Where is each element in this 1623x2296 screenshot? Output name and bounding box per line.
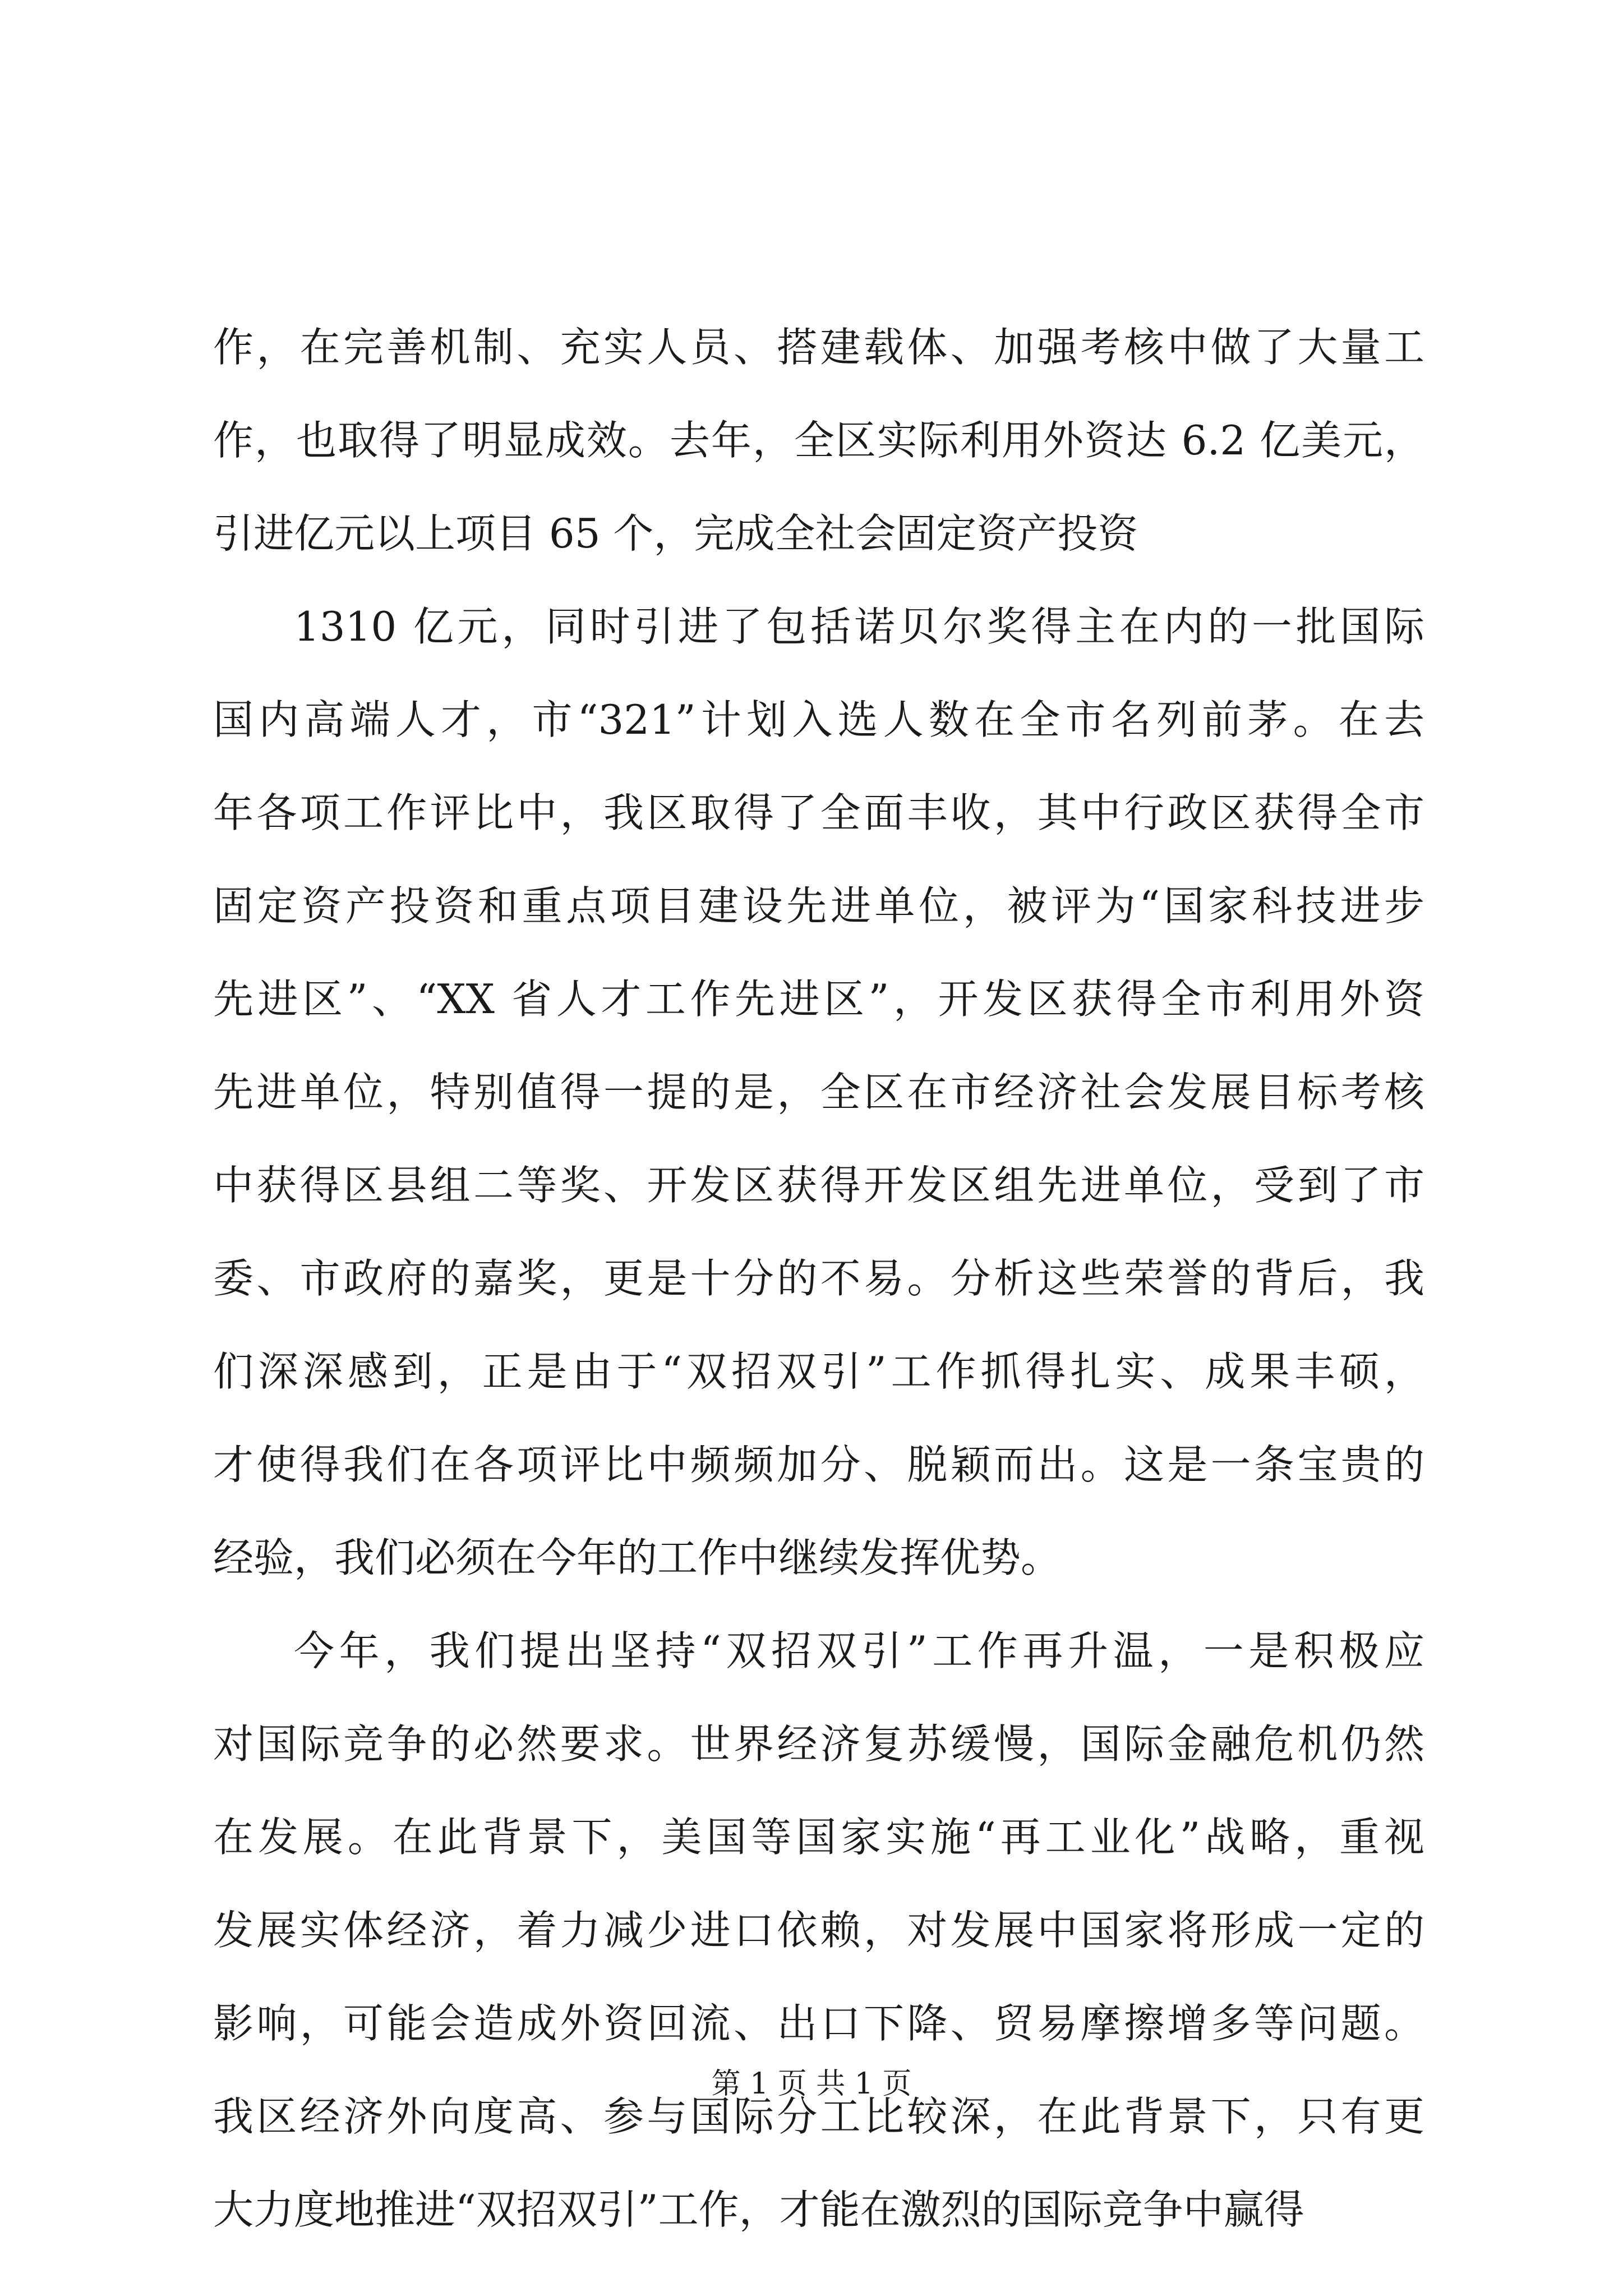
text-line: 年各项工作评比中，我区取得了全面丰收，其中行政区获得全市 (213, 789, 1424, 836)
document-body (213, 301, 1424, 2256)
text-line: 先进单位，特别值得一提的是，全区在市经济社会发展目标考核 (213, 1069, 1424, 1116)
text-line: 我区经济外向度高、参与国际分工比较深，在此背景下，只有更 (213, 2093, 1424, 2140)
text-line: 们深深感到，正是由于“双招双引”工作抓得扎实、成果丰硕， (213, 1348, 1424, 1395)
paragraph (213, 1604, 1424, 2256)
page-footer: 第 1 页 共 1 页 (711, 2067, 912, 2101)
text-line: 国内高端人才，市“321”计划入选人数在全市名列前茅。在去 (213, 696, 1424, 743)
text-line: 先进区”、“XX 省人才工作先进区”，开发区获得全市利用外资 (213, 976, 1424, 1023)
text-line: 固定资产投资和重点项目建设先进单位，被评为“国家科技进步 (213, 882, 1424, 930)
text-line: 发展实体经济，着力减少进口依赖，对发展中国家将形成一定的 (213, 1907, 1424, 1954)
text-line: 在发展。在此背景下，美国等国家实施“再工业化”战略，重视 (213, 1814, 1424, 1861)
text-line: 中获得区县组二等奖、开发区获得开发区组先进单位，受到了市 (213, 1162, 1424, 1209)
text-line: 作，也取得了明显成效。去年，全区实际利用外资达 6.2 亿美元， (213, 417, 1424, 464)
text-line: 委、市政府的嘉奖，更是十分的不易。分析这些荣誉的背后，我 (213, 1255, 1424, 1302)
text-line: 对国际竞争的必然要求。世界经济复苏缓慢，国际金融危机仍然 (213, 1720, 1424, 1768)
text-line: 作，在完善机制、充实人员、搭建载体、加强考核中做了大量工 (213, 324, 1424, 371)
text-line: 今年，我们提出坚持“双招双引”工作再升温，一是积极应 (294, 1627, 1424, 1674)
paragraph (213, 580, 1424, 1604)
text-line: 引进亿元以上项目 65 个，完成全社会固定资产投资 (213, 510, 1138, 557)
paragraph (213, 301, 1424, 580)
text-line: 大力度地推进“双招双引”工作，才能在激烈的国际竞争中赢得 (213, 2186, 1304, 2233)
text-line: 才使得我们在各项评比中频频加分、脱颖而出。这是一条宝贵的 (213, 1441, 1424, 1488)
text-line: 1310 亿元，同时引进了包括诺贝尔奖得主在内的一批国际 (294, 603, 1424, 650)
text-line: 影响，可能会造成外资回流、出口下降、贸易摩擦增多等问题。 (213, 2000, 1424, 2047)
text-line: 经验，我们必须在今年的工作中继续发挥优势。 (213, 1534, 1062, 1581)
